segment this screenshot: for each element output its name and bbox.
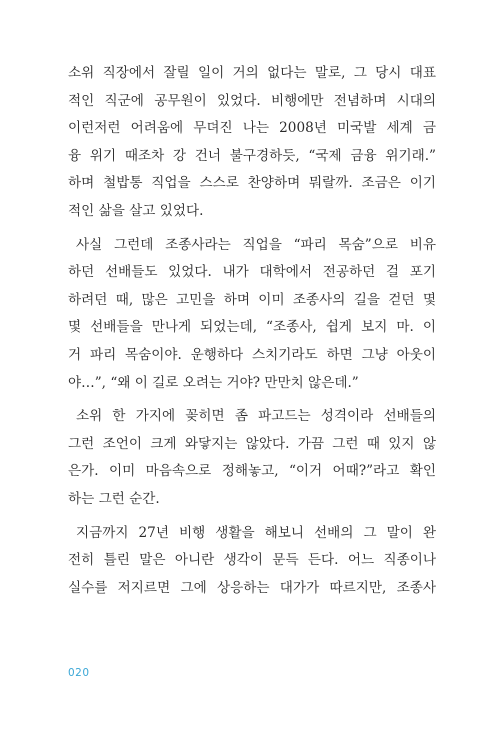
text-line: 소위 직장에서 잘릴 일이 거의 없다는 말로, 그 당시 대표 [68,65,436,81]
text-line: 하는 그런 순간. [68,490,160,507]
text-line: 적인 직군에 공무원이 있었다. 비행에만 전념하며 시대의 [68,92,436,109]
text-line: 하던 선배들도 있었다. 내가 대학에서 전공하던 걸 포기 [68,264,436,281]
text-line: 거 파리 목숨이야. 운행하다 스치기라도 하면 그냥 아웃이 [68,346,436,363]
text-line: 전히 틀린 말은 아니란 생각이 문득 든다. 어느 직종이나 [68,552,436,569]
paragraph-1 [68,60,436,226]
text-line: 지금까지 27년 비행 생활을 해보니 선배의 그 말이 완 [76,524,436,541]
text-line: 은가. 이미 마음속으로 정해놓고, “이거 어때?”라고 확인 [68,463,436,480]
text-line: 야…”, “왜 이 길로 오려는 거야? 만만치 않은데.” [68,374,359,391]
text-line: 적인 삶을 살고 있었다. [68,202,204,219]
body-text [68,60,436,608]
text-line: 사실 그런데 조종사라는 직업을 “파리 목숨”으로 비유 [76,236,436,253]
paragraph-3 [68,403,436,513]
text-line: 하며 철밥통 직업을 스스로 찬양하며 뭐랄까. 조금은 이기 [68,175,436,192]
paragraph-4 [68,520,436,603]
text-line: 그런 조언이 크게 와닿지는 않았다. 가끔 그런 때 있지 않 [68,435,436,452]
text-line: 하려던 때, 많은 고민을 하며 이미 조종사의 길을 걷던 몇 [68,291,436,308]
text-line: 실수를 저지르면 그에 상응하는 대가가 따르지만, 조종사 [68,579,436,596]
page-number: 020 [68,667,90,679]
text-line: 소위 한 가지에 꽂히면 좀 파고드는 성격이라 선배들의 [76,408,436,425]
paragraph-2 [68,232,436,398]
text-line: 몇 선배들을 만나게 되었는데, “조종사, 쉽게 보지 마. 이 [68,319,436,336]
text-line: 융 위기 때조차 강 건너 불구경하듯, “국제 금융 위기래.” [68,147,436,164]
text-line: 이런저런 어려움에 무뎌진 나는 2008년 미국발 세계 금 [68,120,436,137]
